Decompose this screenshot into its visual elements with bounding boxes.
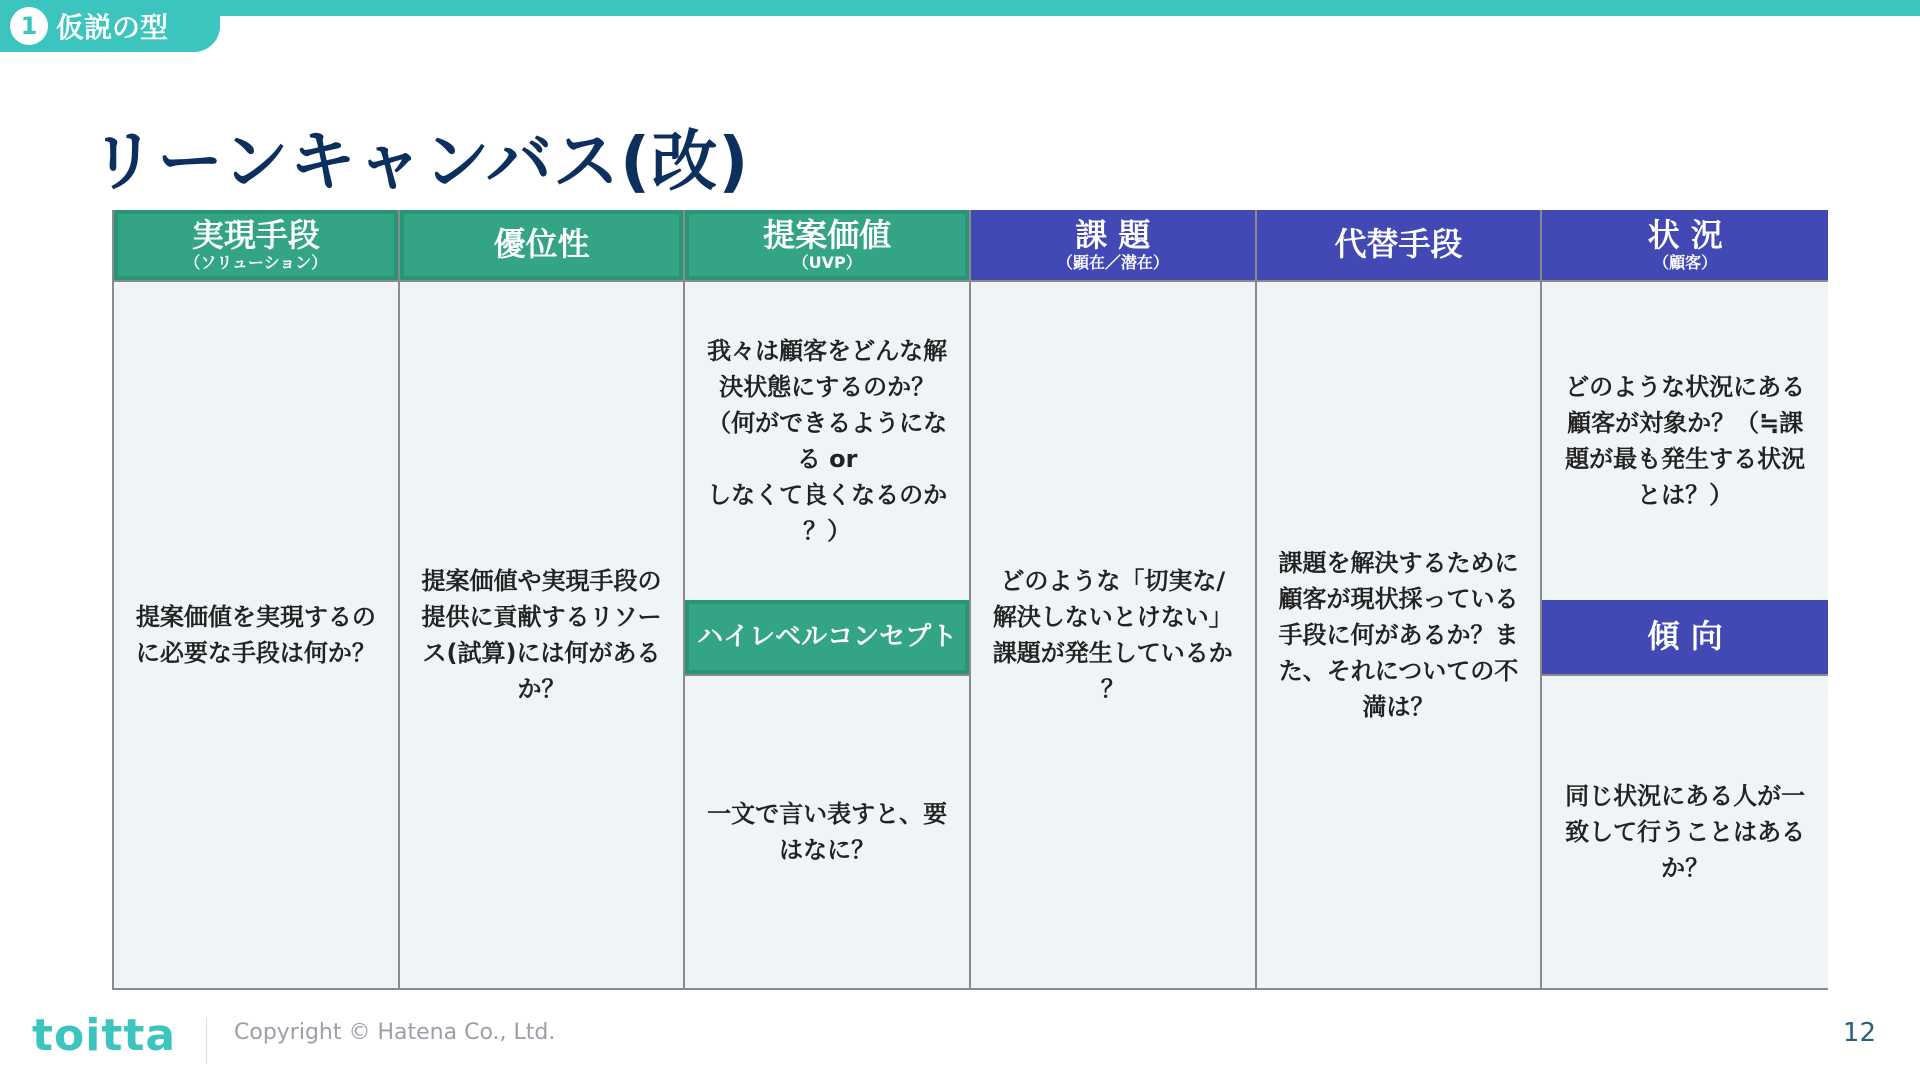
cell-text: 我々は顧客をどんな解 決状態にするのか？ （何ができるようにな る or しなくて良くなるのか ？）	[707, 337, 948, 545]
copyright-text: Copyright © Hatena Co., Ltd.	[234, 1020, 556, 1045]
section-number-badge: 1	[10, 7, 48, 45]
cell-text: どのような状況にある 顧客が対象か？（≒課 題が最も発生する状況 とは？）	[1565, 373, 1806, 509]
cell-text: 提案価値を実現するの に必要な手段は何か？	[135, 603, 376, 667]
cell-situation	[1542, 280, 1828, 600]
cell-text: 同じ状況にある人が一 致して行うことはある か？	[1565, 782, 1806, 882]
header-title: 優位性	[493, 225, 590, 264]
header-tendency	[1542, 600, 1828, 674]
cell-text: 提案価値や実現手段の 提供に貢献するリソー ス(試算)には何がある か？	[421, 567, 662, 703]
header-title: 状 況	[1647, 215, 1723, 254]
page-title: リーンキャンバス(改)	[90, 123, 750, 200]
header-title: 実現手段	[191, 215, 320, 254]
cell-high-level-concept	[685, 674, 971, 988]
section-label: 仮説の型	[56, 11, 169, 44]
header-solution	[114, 210, 400, 280]
header-subtitle: （顧客）	[1653, 253, 1718, 272]
cell-alternatives	[1257, 280, 1543, 988]
cell-uvp	[685, 280, 971, 600]
section-tab	[0, 0, 220, 52]
toitta-logo: toitta	[32, 1010, 177, 1061]
header-title: 傾 向	[1647, 617, 1723, 656]
cell-text: 一文で言い表すと、要 はなに？	[707, 800, 948, 864]
header-title: ハイレベルコンセプト	[697, 621, 958, 652]
header-advantage	[400, 210, 686, 280]
header-high-level-concept	[685, 600, 971, 674]
footer-divider	[206, 1018, 207, 1064]
header-title: 課 題	[1075, 215, 1151, 254]
cell-text: 課題を解決するために 顧客が現状採っている 手段に何があるか？ま た、それについての不 満は？	[1278, 549, 1519, 721]
header-alternatives	[1257, 210, 1543, 280]
header-subtitle: （顕在／潜在）	[1056, 253, 1169, 272]
cell-text: どのような「切実な/ 解決しないとけない」 課題が発生しているか ？	[992, 567, 1233, 703]
header-title: 提案価値	[763, 215, 892, 254]
header-situation	[1542, 210, 1828, 280]
page-number: 12	[1842, 1018, 1876, 1048]
header-uvp	[685, 210, 971, 280]
header-subtitle: （UVP）	[792, 253, 862, 272]
top-accent-bar	[0, 0, 1920, 16]
cell-solution	[114, 280, 400, 988]
header-title: 代替手段	[1334, 225, 1463, 264]
cell-problem	[971, 280, 1257, 988]
header-problem	[971, 210, 1257, 280]
cell-tendency	[1542, 674, 1828, 988]
cell-advantage	[400, 280, 686, 988]
header-subtitle: （ソリューション）	[184, 253, 328, 272]
lean-canvas	[112, 210, 1828, 990]
